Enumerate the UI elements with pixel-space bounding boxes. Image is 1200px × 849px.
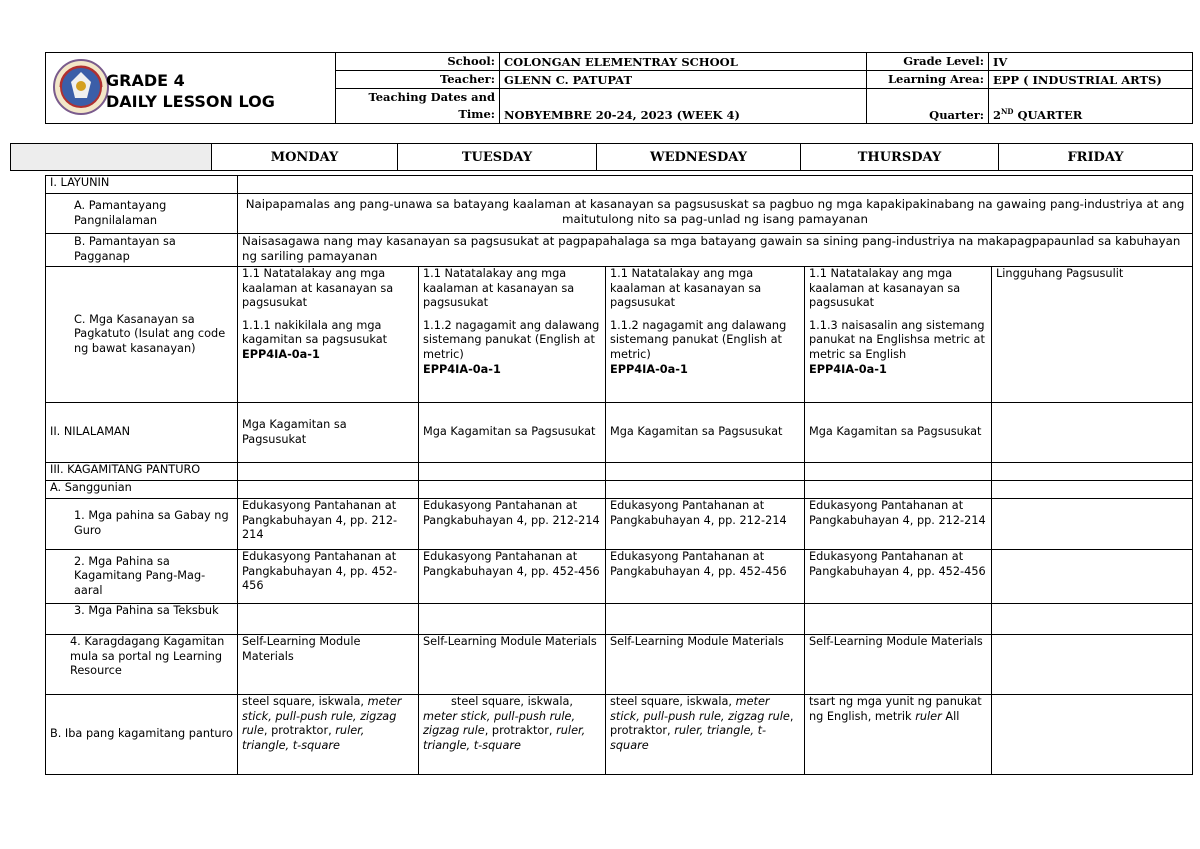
gabay-tuesday: Edukasyong Pantahanan at Pangkabuhayan 4, pp. 212-214 (419, 499, 606, 550)
empty-cell (992, 463, 1193, 481)
empty-cell (606, 604, 805, 635)
pagganap-text: Naisasagawa nang may kasanayan sa pagsusukat at pagpapahalaga sa mga batayang gawain sa sining pang-industriya na makapagpapaunlad sa kabuhayan ng sariling pamayanan (238, 234, 1193, 267)
iba-tuesday (419, 695, 606, 775)
empty-cell (606, 463, 805, 481)
empty-cell (805, 481, 992, 499)
iba-label: B. Iba pang kagamitang panturo (46, 695, 238, 775)
pamantayang-label: A. Pamantayang Pangnilalaman (46, 194, 238, 234)
day-friday: FRIDAY (999, 144, 1193, 171)
kasanayan-label: C. Mga Kasanayan sa Pagkatuto (Isulat ang code ng bawat kasanayan) (46, 267, 238, 403)
kasanayan-thu-code: EPP4IA-0a-1 (809, 362, 887, 376)
kasanayan-wed-objective: 1.1 Natatalakay ang mga kaalaman at kasanayan sa pagsusukat (610, 267, 762, 310)
school-value: COLONGAN ELEMENTRAY SCHOOL (500, 53, 867, 71)
dll-title: DAILY LESSON LOG (106, 92, 275, 111)
empty-cell (419, 463, 606, 481)
quarter-value (989, 89, 1193, 124)
iba-mon-1: steel square, iskwala, (242, 695, 368, 708)
dates-label (336, 89, 500, 124)
kasanayan-thu-objective: 1.1 Natatalakay ang mga kaalaman at kasanayan sa pagsusukat (809, 267, 961, 310)
empty-cell (419, 481, 606, 499)
teacher-value: GLENN C. PATUPAT (500, 71, 867, 89)
empty-cell (238, 481, 419, 499)
empty-cell (606, 481, 805, 499)
iba-monday (238, 695, 419, 775)
learning-area-label: Learning Area: (867, 71, 989, 89)
day-wednesday: WEDNESDAY (597, 144, 801, 171)
pamantayang-text: Naipapamalas ang pang-unawa sa batayang kaalaman at kasanayan sa pagsususkat sa pagbuo ng mga kapakipakinabang na gawaing pang-industriya at ang maitutulong nito sa pag-unlad ng isang pamayanan (238, 194, 1193, 234)
day-header-blank (11, 144, 212, 171)
kasanayan-wed-sub: 1.1.2 nagagamit ang dalawang sistemang panukat (English at metric) (610, 318, 787, 361)
empty-cell (238, 604, 419, 635)
iba-friday (992, 695, 1193, 775)
iba-thursday (805, 695, 992, 775)
iba-thu-1: tsart ng mga yunit ng panukat ng English, metrik (809, 695, 982, 723)
iba-thu-3: All (941, 709, 960, 723)
gabay-monday: Edukasyong Pantahanan at Pangkabuhayan 4, pp. 212-214 (238, 499, 419, 550)
dates-value: NOBYEMBRE 20-24, 2023 (WEEK 4) (500, 89, 867, 124)
learning-area-value: EPP ( INDUSTRIAL ARTS) (989, 71, 1193, 89)
iba-tue-4: ruler, triangle, t-square (423, 724, 586, 752)
layunin-label: I. LAYUNIN (46, 176, 238, 194)
pangmag-tuesday: Edukasyong Pantahanan at Pangkabuhayan 4, pp. 452-456 (419, 550, 606, 604)
iba-mon-3: , protraktor, (263, 724, 336, 738)
kasanayan-tue-code: EPP4IA-0a-1 (423, 362, 501, 376)
school-label: School: (336, 53, 500, 71)
empty-cell (419, 604, 606, 635)
gabay-thursday: Edukasyong Pantahanan at Pangkabuhayan 4, pp. 212-214 (805, 499, 992, 550)
quarter-word: QUARTER (1013, 108, 1083, 122)
kasanayan-tuesday (419, 267, 606, 403)
portal-label: 4. Karagdagang Kagamitan mula sa portal ng Learning Resource (46, 635, 238, 695)
iba-wed-4: ruler, triangle, t-square (610, 724, 767, 752)
gabay-friday (992, 499, 1193, 550)
empty-cell (805, 604, 992, 635)
nilalaman-label: II. NILALAMAN (46, 403, 238, 463)
pangmag-friday (992, 550, 1193, 604)
teksbuk-label: 3. Mga Pahina sa Teksbuk (46, 604, 238, 635)
logo-title-cell (46, 53, 336, 124)
kasanayan-wed-code: EPP4IA-0a-1 (610, 362, 688, 376)
pangmag-thursday: Edukasyong Pantahanan at Pangkabuhayan 4, pp. 452-456 (805, 550, 992, 604)
kasanayan-tue-objective: 1.1 Natatalakay ang mga kaalaman at kasanayan sa pagsusukat (423, 267, 575, 310)
nilalaman-friday (992, 403, 1193, 463)
nilalaman-wednesday: Mga Kagamitan sa Pagsusukat (606, 403, 805, 463)
kasanayan-friday: Lingguhang Pagsusulit (992, 267, 1193, 403)
portal-friday (992, 635, 1193, 695)
iba-wednesday (606, 695, 805, 775)
day-thursday: THURSDAY (801, 144, 999, 171)
quarter-number: 2 (993, 108, 1002, 122)
iba-mon-4: ruler, triangle, t-square (242, 724, 365, 752)
kasanayan-thursday (805, 267, 992, 403)
empty-cell (992, 481, 1193, 499)
grade-title: GRADE 4 (106, 71, 185, 90)
kasanayan-wednesday (606, 267, 805, 403)
iba-wed-1: steel square, iskwala, (610, 695, 736, 708)
iba-tue-2: meter stick, pull-push rule, zigzag rule (423, 709, 576, 738)
nilalaman-thursday: Mga Kagamitan sa Pagsusukat (805, 403, 992, 463)
kasanayan-monday (238, 267, 419, 403)
portal-tuesday: Self-Learning Module Materials (419, 635, 606, 695)
kasanayan-tue-sub: 1.1.2 nagagamit ang dalawang sistemang panukat (English at metric) (423, 318, 600, 361)
quarter-suffix: ND (1001, 107, 1014, 117)
sanggunian-label: A. Sanggunian (46, 481, 238, 499)
nilalaman-monday: Mga Kagamitan sa Pagsusukat (238, 403, 419, 463)
pangmag-wednesday: Edukasyong Pantahanan at Pangkabuhayan 4, pp. 452-456 (606, 550, 805, 604)
iba-wed-3: , protraktor, (610, 709, 794, 738)
nilalaman-tuesday: Mga Kagamitan sa Pagsusukat (419, 403, 606, 463)
pagganap-label: B. Pamantayan sa Pagganap (46, 234, 238, 267)
teacher-label: Teacher: (336, 71, 500, 89)
iba-mon-2: meter stick, pull-push rule, zigzag rule (242, 695, 402, 738)
iba-wed-2: meter stick, pull-push rule, zigzag rule (610, 695, 790, 723)
day-header-table (10, 143, 1193, 171)
dates-label-line1: Teaching Dates and (368, 90, 495, 104)
portal-thursday: Self-Learning Module Materials (805, 635, 992, 695)
empty-cell (992, 604, 1193, 635)
day-tuesday: TUESDAY (398, 144, 597, 171)
deped-seal-icon (52, 58, 110, 116)
day-monday: MONDAY (212, 144, 398, 171)
iba-tue-1: steel square, iskwala, (451, 695, 573, 708)
kasanayan-thu-sub: 1.1.3 naisasalin ang sistemang panukat na Englishsa metric at metric sa English (809, 318, 985, 361)
empty-cell (238, 463, 419, 481)
gabay-wednesday: Edukasyong Pantahanan at Pangkabuhayan 4, pp. 212-214 (606, 499, 805, 550)
lesson-table (45, 175, 1193, 775)
grade-level-label: Grade Level: (867, 53, 989, 71)
empty-cell (805, 463, 992, 481)
kasanayan-mon-code: EPP4IA-0a-1 (242, 347, 320, 361)
iba-tue-3: , protraktor, (484, 724, 557, 738)
dates-label-line2: Time: (458, 107, 495, 121)
pangmag-label: 2. Mga Pahina sa Kagamitang Pang-Mag-aaral (46, 550, 238, 604)
iba-thu-2: ruler (915, 709, 942, 723)
portal-monday: Self-Learning Module Materials (238, 635, 419, 695)
quarter-label: Quarter: (867, 89, 989, 124)
pangmag-monday: Edukasyong Pantahanan at Pangkabuhayan 4, pp. 452-456 (238, 550, 419, 604)
kagamitan-label: III. KAGAMITANG PANTURO (46, 463, 238, 481)
kasanayan-mon-sub: 1.1.1 nakikilala ang mga kagamitan sa pagsusukat (242, 318, 388, 347)
grade-level-value: IV (989, 53, 1193, 71)
portal-wednesday: Self-Learning Module Materials (606, 635, 805, 695)
layunin-empty (238, 176, 1193, 194)
header-table (45, 52, 1193, 124)
gabay-label: 1. Mga pahina sa Gabay ng Guro (46, 499, 238, 550)
kasanayan-mon-objective: 1.1 Natatalakay ang mga kaalaman at kasanayan sa pagsusukat (242, 267, 394, 310)
